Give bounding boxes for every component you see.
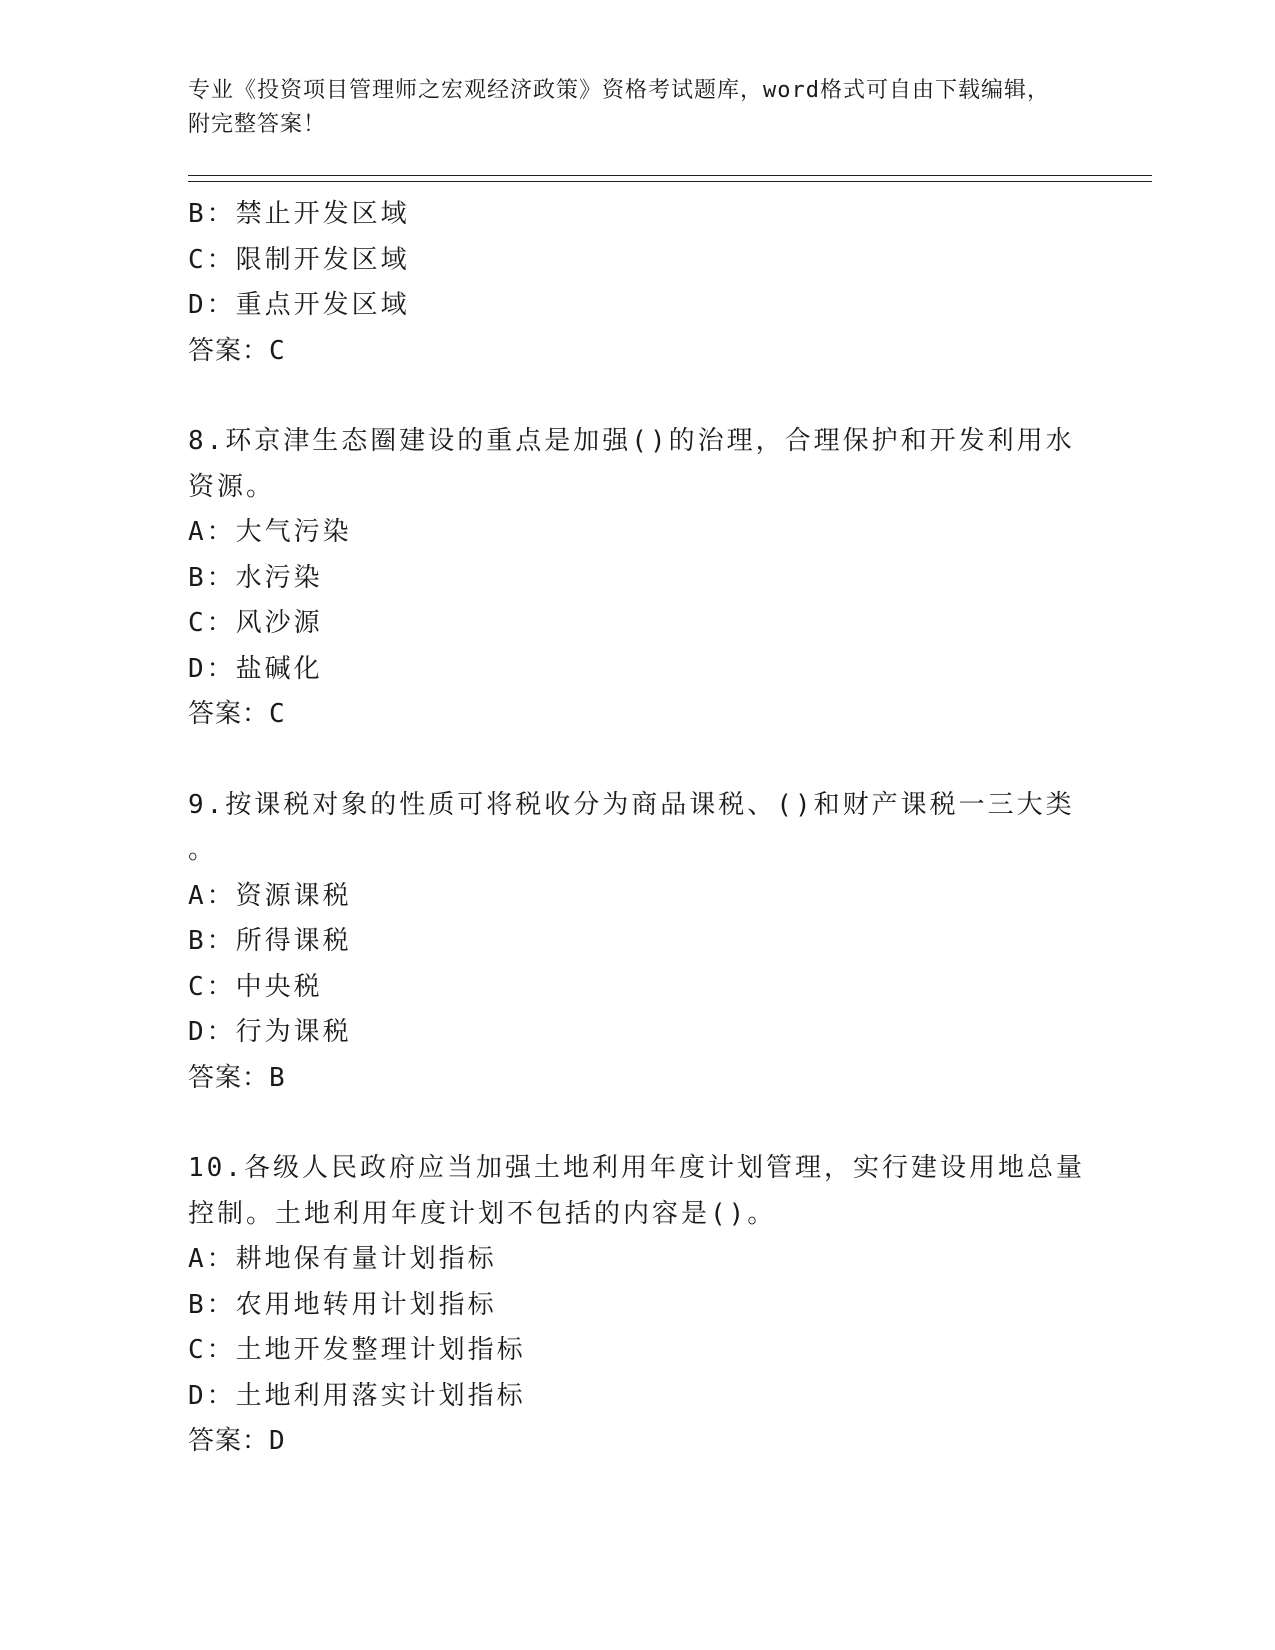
spacer — [188, 1101, 1088, 1146]
option-d: D：盐碱化 — [188, 653, 323, 684]
answer-line: 答案：C — [188, 335, 286, 366]
option-d: D：重点开发区域 — [188, 290, 410, 320]
option-a: A：耕地保有量计划指标 — [188, 1244, 497, 1274]
option-c: C：中央税 — [188, 971, 323, 1002]
option-b: B：所得课税 — [188, 926, 352, 956]
option-c: C：风沙源 — [188, 608, 323, 638]
header-divider-top — [188, 175, 1152, 176]
spacer — [188, 738, 1088, 783]
option-d: D：行为课税 — [188, 1017, 352, 1047]
option-c: C：限制开发区域 — [188, 244, 410, 275]
question-text-line2: 。 — [188, 835, 218, 865]
option-b: B：禁止开发区域 — [188, 199, 410, 229]
option-a: A：大气污染 — [188, 517, 352, 547]
answer-line: 答案：C — [188, 699, 286, 729]
question-text-line1: 8.环京津生态圈建设的重点是加强()的治理，合理保护和开发利用水 — [188, 426, 1075, 456]
continued-question-block — [188, 192, 1088, 374]
answer-line: 答案：D — [188, 1426, 286, 1456]
document-header — [188, 74, 1068, 142]
header-text: 专业《投资项目管理师之宏观经济政策》资格考试题库，word格式可自由下载编辑，附完整答案！ — [188, 78, 1050, 137]
question-text-line1: 10.各级人民政府应当加强土地利用年度计划管理，实行建设用地总量 — [188, 1153, 1085, 1183]
question-block-10 — [188, 1146, 1088, 1465]
question-block-8 — [188, 419, 1088, 738]
option-c: C：土地开发整理计划指标 — [188, 1335, 526, 1365]
spacer — [188, 374, 1088, 419]
option-d: D：土地利用落实计划指标 — [188, 1380, 526, 1411]
question-text-line2: 控制。土地利用年度计划不包括的内容是()。 — [188, 1198, 777, 1229]
question-list — [188, 192, 1088, 1465]
question-text-line1: 9.按课税对象的性质可将税收分为商品课税、()和财产课税一三大类 — [188, 789, 1075, 820]
option-b: B：水污染 — [188, 562, 323, 593]
question-block-9 — [188, 783, 1088, 1102]
answer-line: 答案：B — [188, 1062, 286, 1093]
header-divider-bottom — [188, 181, 1152, 182]
option-b: B：农用地转用计划指标 — [188, 1289, 497, 1320]
option-a: A：资源课税 — [188, 880, 352, 911]
question-text-line2: 资源。 — [188, 471, 276, 502]
